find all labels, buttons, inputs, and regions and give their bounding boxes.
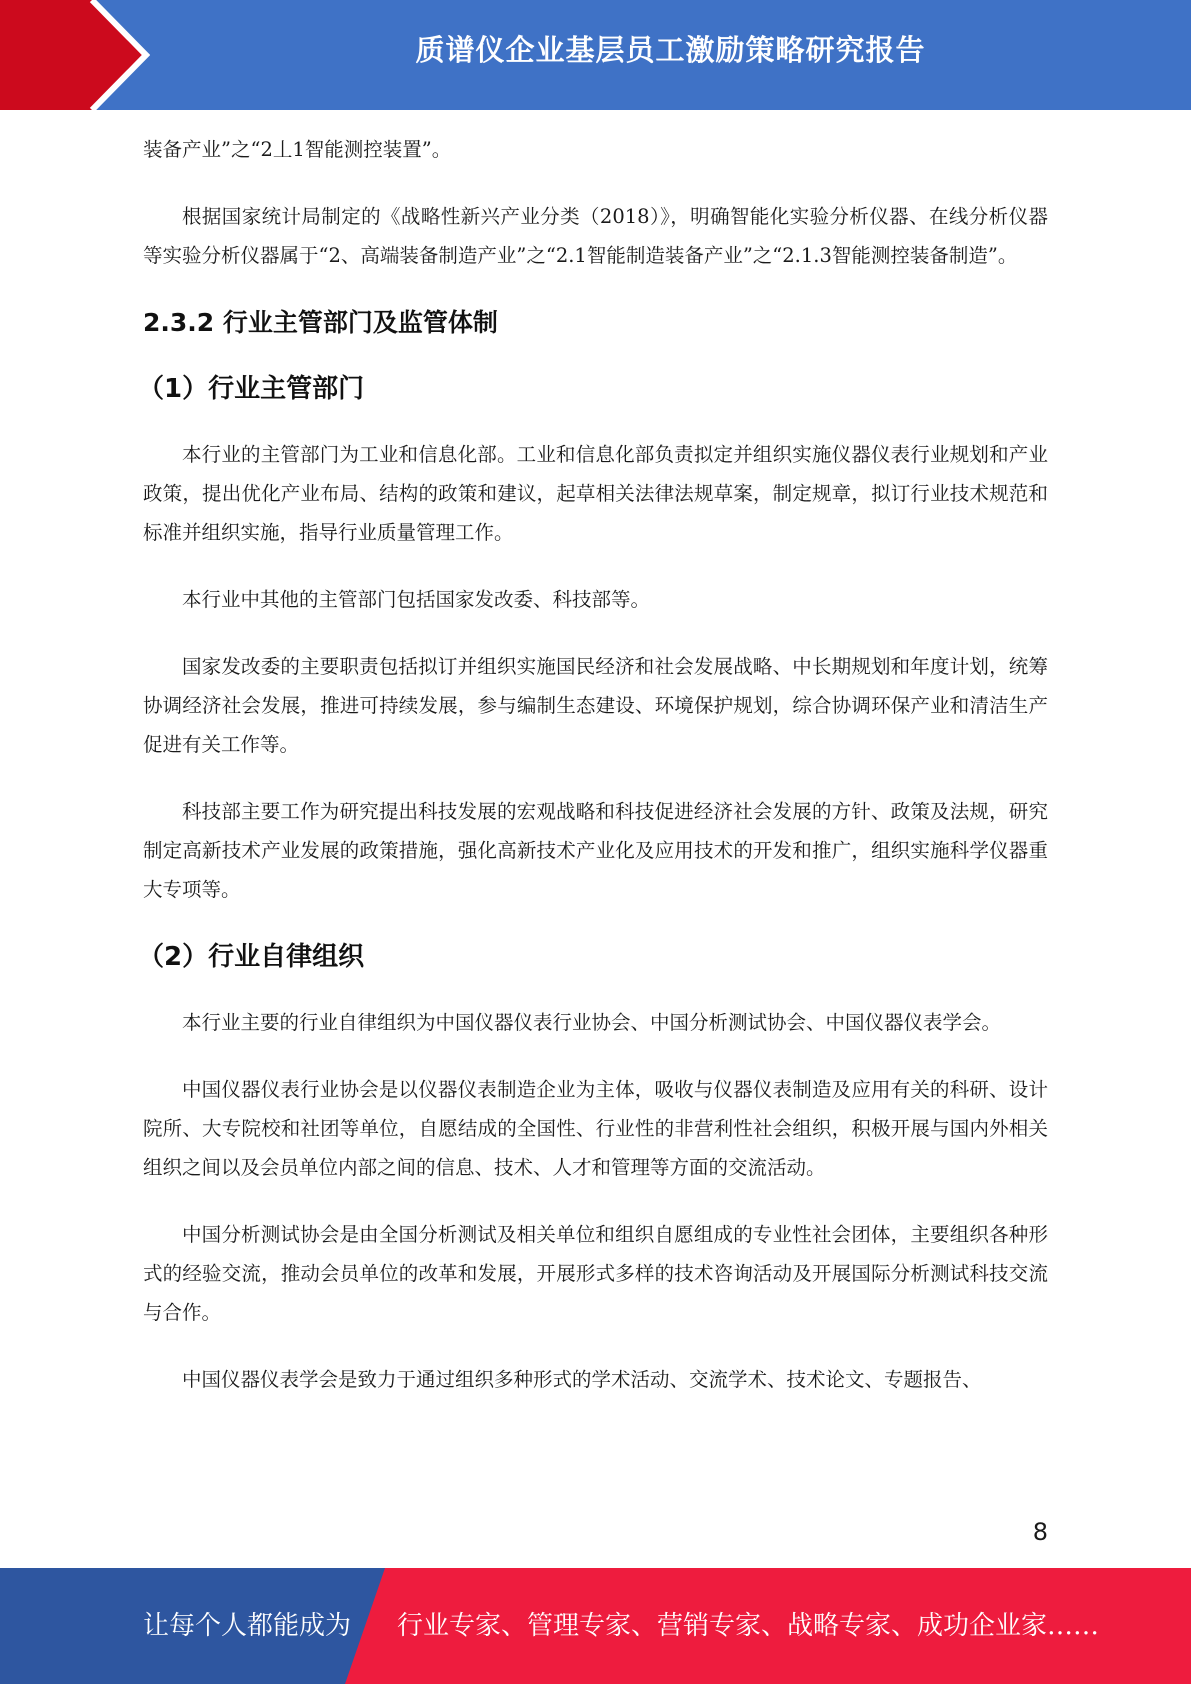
paragraph-self-regulatory: 本行业主要的行业自律组织为中国仪器仪表行业协会、中国分析测试协会、中国仪器仪表学会。 (182, 1011, 1002, 1034)
paragraph-cis: 中国仪器仪表学会是致力于通过组织多种形式的学术活动、交流学术、技术论文、专题报告、 (182, 1368, 982, 1391)
footer-slogan-left: 让每个人都能成为 (143, 1611, 352, 1641)
paragraph-classification: 根据国家统计局制定的《战略性新兴产业分类（2018）》，明确智能化实验分析仪器、在线分析仪器等实验分析仪器属于“2、高端装备制造产业”之“2.1智能制造装备产业”之“2.1.3智能测控装备制造”。 (143, 205, 1048, 267)
section-heading: 2.3.2 行业主管部门及监管体制 (143, 308, 498, 337)
paragraph-most: 科技部主要工作为研究提出科技发展的宏观战略和科技促进经济社会发展的方针、政策及法规，研究制定高新技术产业发展的政策措施，强化高新技术产业化及应用技术的开发和推广，组织实施科学仪器重大专项等。 (143, 800, 1048, 901)
report-title: 质谱仪企业基层员工激励策略研究报告 (415, 33, 926, 67)
paragraph-ndrc: 国家发改委的主要职责包括拟订并组织实施国民经济和社会发展战略、中长期规划和年度计划，统筹协调经济社会发展，推进可持续发展，参与编制生态建设、环境保护规划，综合协调环保产业和清洁生产促进有关工作等。 (143, 655, 1048, 756)
footer-slogan-right: 行业专家、管理专家、营销专家、战略专家、成功企业家…… (397, 1611, 1100, 1641)
document-body (138, 130, 1048, 1427)
subheading-self-regulatory: （2）行业自律组织 (138, 942, 365, 972)
chevron-decoration-icon (0, 0, 150, 110)
footer-banner (0, 1568, 1191, 1684)
paragraph-other-departments: 本行业中其他的主管部门包括国家发改委、科技部等。 (182, 588, 651, 611)
page-number: 8 (1032, 1518, 1048, 1546)
paragraph-department-intro: 本行业的主管部门为工业和信息化部。工业和信息化部负责拟定并组织实施仪器仪表行业规划和产业政策，提出优化产业布局、结构的政策和建议，起草相关法律法规草案，制定规章，拟订行业技术规范和标准并组织实施，指导行业质量管理工作。 (143, 443, 1048, 544)
subheading-competent-department: （1）行业主管部门 (138, 374, 365, 404)
header-banner (0, 0, 1191, 110)
paragraph-continuation: 装备产业”之“2丄1智能测控装置”。 (143, 138, 452, 161)
paragraph-cima: 中国仪器仪表行业协会是以仪器仪表制造企业为主体，吸收与仪器仪表制造及应用有关的科研、设计院所、大专院校和社团等单位，自愿结成的全国性、行业性的非营利性社会组织，积极开展与国内外相关组织之间以及会员单位内部之间的信息、技术、人才和管理等方面的交流活动。 (143, 1078, 1048, 1179)
paragraph-caia: 中国分析测试协会是由全国分析测试及相关单位和组织自愿组成的专业性社会团体，主要组织各种形式的经验交流，推动会员单位的改革和发展，开展形式多样的技术咨询活动及开展国际分析测试科技交流与合作。 (143, 1223, 1048, 1324)
